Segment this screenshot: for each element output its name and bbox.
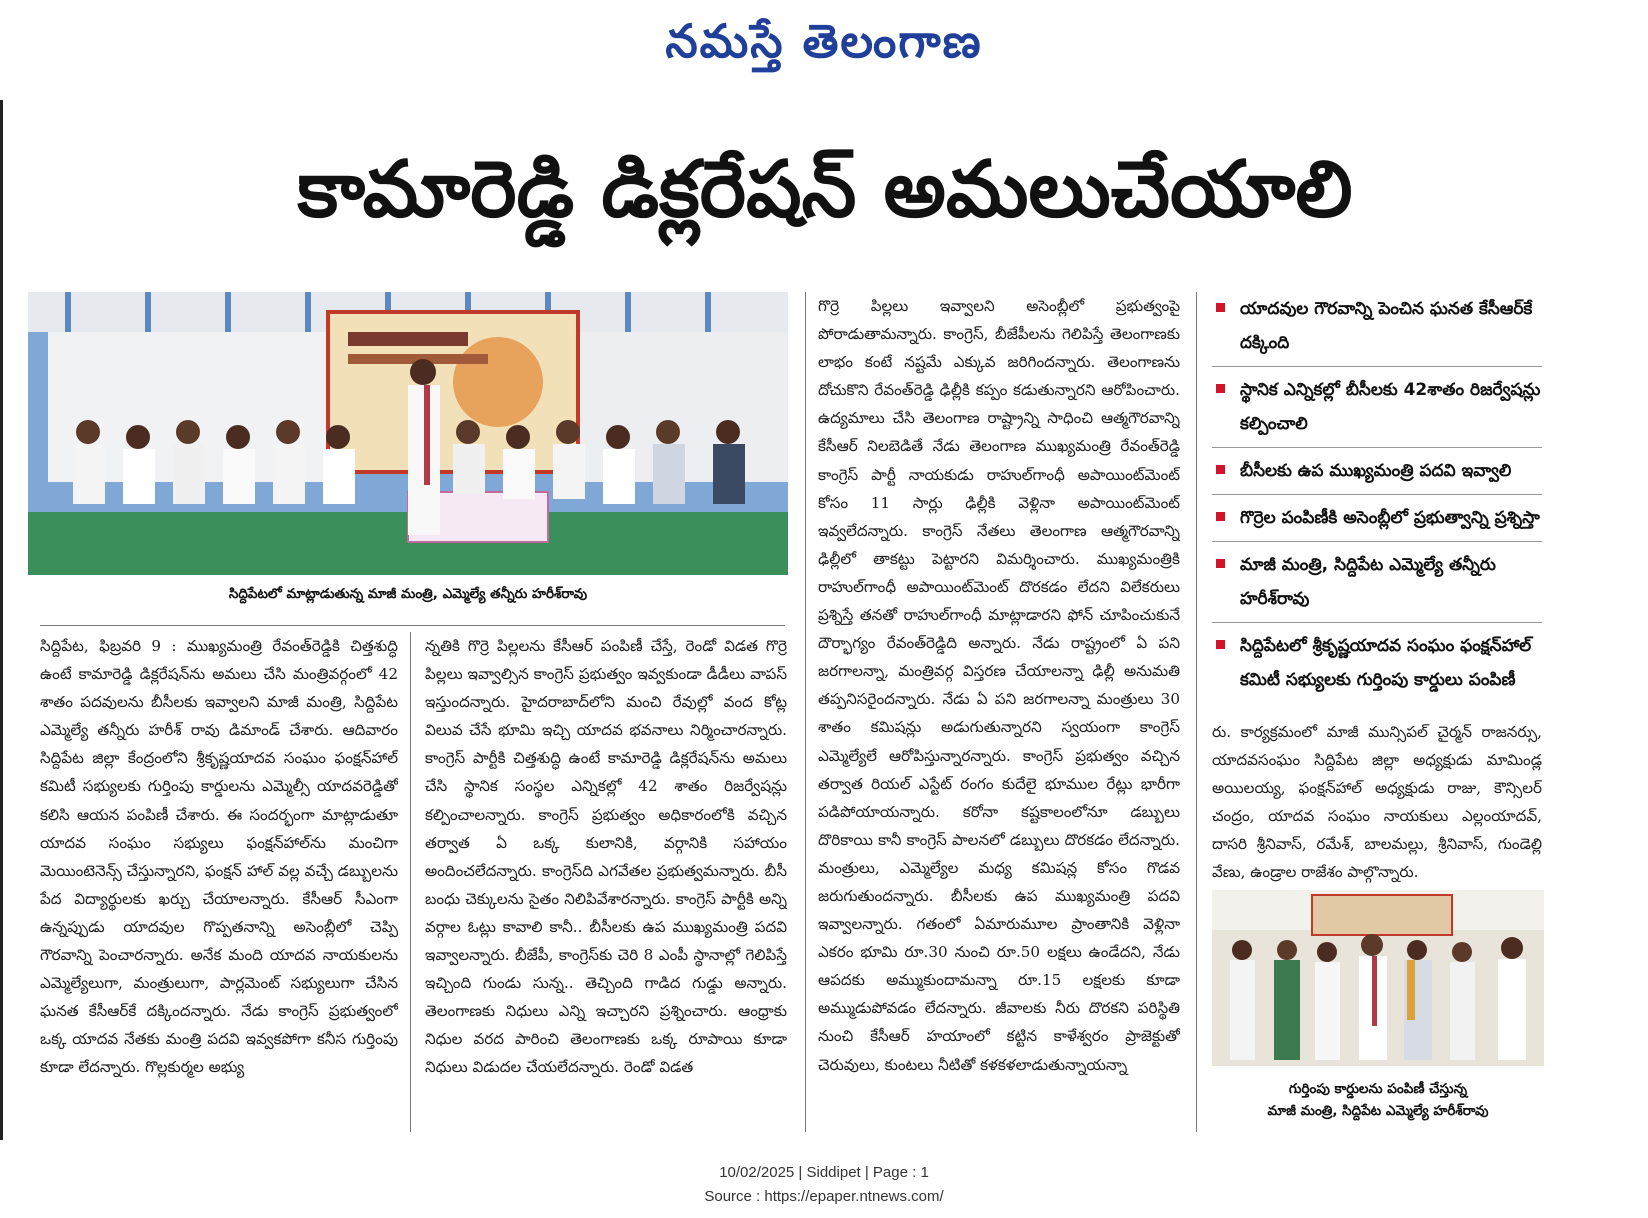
photo-divider xyxy=(40,625,785,626)
bullet-square-icon xyxy=(1216,512,1225,521)
photo2-caption-line1: గుర్తింపు కార్డులను పంపిణీ చేస్తున్న xyxy=(1288,1081,1468,1097)
bullet-square-icon xyxy=(1216,465,1225,474)
bullet-square-icon xyxy=(1216,384,1225,393)
article-column-4 xyxy=(1212,718,1542,888)
left-border-rule xyxy=(0,100,3,1140)
highlight-item: యాదవుల గౌరవాన్ని పెంచిన ఘనత కేసీఆర్‌కే దక్కింది xyxy=(1212,292,1542,367)
column-divider xyxy=(1196,292,1197,1132)
photo2-caption xyxy=(1212,1078,1544,1122)
article-headline: కామారెడ్డి డిక్లరేషన్ అమలుచేయాలి xyxy=(297,145,1353,235)
column-divider xyxy=(805,292,806,1132)
article-column-2 xyxy=(425,632,787,1132)
photo2-caption-line2: మాజీ మంత్రి, సిద్దిపేట ఎమ్మెల్యే హరీశ్‌రావు xyxy=(1267,1103,1489,1119)
highlight-item: మాజీ మంత్రి, సిద్దిపేట ఎమ్మెల్యే తన్నీరు హరీశ్‌రావు xyxy=(1212,548,1542,623)
bullet-square-icon xyxy=(1216,640,1225,649)
bullet-square-icon xyxy=(1216,303,1225,312)
highlight-item: స్థానిక ఎన్నికల్లో బీసీలకు 42శాతం రిజర్వేషన్లు కల్పించాలి xyxy=(1212,373,1542,448)
id-card-distribution-photo xyxy=(1212,890,1544,1066)
stage-event-photo xyxy=(28,292,788,575)
footer-date-line: 10/02/2025 | Siddipet | Page : 1 xyxy=(719,1164,929,1181)
highlights-box xyxy=(1212,292,1542,709)
article-column-1 xyxy=(40,632,398,1132)
column-2-text: న్నతికి గొర్రె పిల్లలను కేసీఆర్ పంపిణీ చేస్తే, రెండో విడత గొర్రె పిల్లలు ఇవ్వాల్సిన కాంగ్రెస్ ప్రభుత్వం ఇవ్వకుండా డీడీలు వాపస్ ఇస్తుందన్నారు. హైదరాబాద్‌లోని మంచి రేవుల్లో వంద కోట్ల విలువ చేసే భూమి ఇచ్చి యాదవ భవనాలు నిర్మించారన్నారు. కాంగ్రెస్ పార్టీకి చిత్తశుద్ధి ఉంటే కామారెడ్డి డిక్లరేషన్‌ను అమలు చేసి స్థానిక సంస్థల ఎన్నికల్లో 42 శాతం రిజర్వేషన్లు కల్పించాలన్నారు. కాంగ్రెస్ ప్రభుత్వం అధికారంలోకి వచ్చిన తర్వాత ఏ ఒక్క కులానికి, వర్గానికి సహాయం అందించలేదన్నారు. కాంగ్రెస్‌ది ఎగవేతల ప్రభుత్వమన్నారు. బీసీ బంధు చెక్కులను సైతం నిలిపివేశారన్నారు. కాంగ్రెస్ పార్టీకి అన్ని వర్గాల ఓట్లు కావాలి కానీ.. బీసీలకు ఉప ముఖ్యమంత్రి పదవి ఇవ్వాలన్నారు. బీజేపీ, కాంగ్రెస్‌కు చెరి 8 ఎంపీ స్థానాల్లో గెలిపిస్తే ఇచ్చింది గుండు సున్న.. తెచ్చింది గాడిద గుడ్డు అన్నారు. తెలంగాణకు నిధులు ఎన్ని ఇచ్చారని ప్రశ్నించారు. ఆంధ్రాకు నిధుల వరద పారించి తెలంగాణకు ఒక్క రూపాయి కూడా నిధులు విడుదల చేయలేదన్నారు. రెండో విడత xyxy=(425,637,787,1077)
column-divider xyxy=(410,632,411,1132)
highlight-item: గొర్రెల పంపిణీకి అసెంబ్లీలో ప్రభుత్వాన్ని ప్రశ్నిస్తా xyxy=(1212,501,1542,542)
column-1-text: సిద్దిపేట, ఫిబ్రవరి 9 : ముఖ్యమంత్రి రేవంత్‌రెడ్డికి చిత్తశుద్ధి ఉంటే కామారెడ్డి డిక్లరేషన్‌ను అమలు చేసి మంత్రివర్గంలో 42 శాతం పదవులను బీసీలకు ఇవ్వాలని మాజీ మంత్రి, సిద్దిపేట ఎమ్మెల్యే తన్నీరు హరీశ్ రావు డిమాండ్ చేశారు. ఆదివారం సిద్దిపేట జిల్లా కేంద్రంలోని శ్రీకృష్ణయాదవ సంఘం ఫంక్షన్‌హాల్ కమిటీ సభ్యులకు గుర్తింపు కార్డులను ఎమ్మెల్సీ యాదవరెడ్డితో కలిసి ఆయన పంపిణీ చేశారు. ఈ సందర్భంగా మాట్లాడుతూ యాదవ సంఘం సభ్యులు ఫంక్షన్‌హాల్‌ను మంచిగా మెయింటెనెన్స్ చేస్తున్నారని, ఫంక్షన్ హాల్ వల్ల వచ్చే డబ్బులను పేద విద్యార్థులకు ఖర్చు చేయాలన్నారు. కేసీఆర్ సీఎంగా ఉన్నప్పుడు యాదవుల గొప్పతనాన్ని అసెంబ్లీలో చెప్పి గౌరవాన్ని పెంచారన్నారు. అనేక మంది యాదవ నాయకులను ఎమ్మెల్యేలుగా, మంత్రులుగా, పార్లమెంట్ సభ్యులుగా చేసిన ఘనత కేసీఆర్‌కే దక్కిందన్నారు. నేడు కాంగ్రెస్ ప్రభుత్వంలో ఒక్క యాదవ నేతకు మంత్రి పదవి ఇవ్వకపోగా కనీస గుర్తింపు కూడా లేదన్నారు. గొల్లకుర్మల అభ్యు xyxy=(40,637,398,1077)
article-column-3 xyxy=(818,292,1180,1134)
column-3-text: గొర్రె పిల్లలు ఇవ్వాలని అసెంబ్లీలో ప్రభుత్వంపై పోరాడుతామన్నారు. కాంగ్రెస్, బీజేపీలను గెలిపిస్తే తెలంగాణకు లాభం కంటే నష్టమే ఎక్కువ జరిగిందన్నారు. తెలంగాణను దోచుకొని రేవంత్‌రెడ్డి ఢిల్లీకి కప్పం కడుతున్నారని ఆరోపించారు. ఉద్యమాలు చేసి తెలంగాణ రాష్ట్రాన్ని సాధించి ఆత్మగౌరవాన్ని కేసీఆర్ నిలబెడితే నేడు తెలంగాణ ముఖ్యమంత్రి రేవంత్‌రెడ్డి కాంగ్రెస్ పార్టీ నాయకుడు రాహుల్‌గాంధీ అపాయింట్‌మెంట్ కోసం 11 సార్లు ఢిల్లీకి వెళ్లినా అపాయింట్‌మెంట్ ఇవ్వలేదన్నారు. కాంగ్రెస్ నేతలు తెలంగాణ ఆత్మగౌరవాన్ని ఢిల్లీలో తాకట్టు పెట్టారని విమర్శించారు. ముఖ్యమంత్రికి రాహుల్‌గాంధీ అపాయింట్‌మెంట్ దొరకడం లేదని విలేకరులు ప్రశ్నిస్తే తనతో రాహుల్‌గాంధీ మాట్లాడారని ఫోన్ చూపించుకునే దౌర్భాగ్యం రేవంత్‌రెడ్డిది అన్నారు. నేడు రాష్ట్రంలో ఏ పని జరగాలన్నా, మంత్రివర్గ విస్తరణ చేయాలన్నా ఢిల్లీ అనుమతి తప్పనిసరైందన్నారు. నేడు ఏ పని జరగాలన్నా మంత్రులు 30 శాతం కమిషన్లు అడుగుతున్నారని స్వయంగా కాంగ్రెస్ ఎమ్మెల్యేలే ఆరోపిస్తున్నారన్నారు. కాంగ్రెస్ ప్రభుత్వం వచ్చిన తర్వాత రియల్ ఎస్టేట్ రంగం కుదేలై భూముల రేట్లు భారీగా పడిపోయాయన్నారు. కరోనా కష్టకాలంలోనూ డబ్బులు దొరికాయి కానీ కాంగ్రెస్ పాలనలో డబ్బులు దొరకడం లేదన్నారు. మంత్రులు, ఎమ్మెల్యేల మధ్య కమిషన్ల కోసం గొడవ జరుగుతుందన్నారు. బీసీలకు ఉప ముఖ్యమంత్రి పదవి ఇవ్వాలన్నారు. గతంలో ఏమారుమూల ప్రాంతానికి వెళ్లినా ఎకరం భూమి రూ.30 నుంచి రూ.50 లక్షలు ఉండేదని, నేడు ఆపదకు అమ్ముకుందామన్నా రూ.15 లక్షలకు కూడా అమ్ముడుపోవడం లేదన్నారు. జీవాలకు నీరు దొరకని పరిస్థితి నుంచి కేసీఆర్ హయాంలో కట్టిన కాళేశ్వరం ప్రాజెక్టుతో చెరువులు, కుంటలు నీటితో కళకళలాడుతున్నాయన్నా xyxy=(818,297,1180,1074)
photo1-caption: సిద్దిపేటలో మాట్లాడుతున్న మాజీ మంత్రి, ఎమ్మెల్యే తన్నీరు హరీశ్‌రావు xyxy=(228,586,588,602)
bullet-square-icon xyxy=(1216,559,1225,568)
column-4-text: రు. కార్యక్రమంలో మాజీ మున్సిపల్ చైర్మన్ రాజనర్సు, యాదవసంఘం సిద్దిపేట జిల్లా అధ్యక్షుడు మామిండ్ల అయిలయ్య, ఫంక్షన్‌హాల్ అధ్యక్షుడు రాజు, కౌన్సిలర్ చంద్రం, యాదవ సంఘం నాయకులు ఎల్లంయాదవ్, దాసరి శ్రీనివాస్, రమేశ్, బాలమల్లు, శ్రీనివాస్, గుండెల్లి వేణు, ఉండ్రాల రాజేశం పాల్గొన్నారు. xyxy=(1212,723,1542,882)
newspaper-masthead: నమస్తే తెలంగాణ xyxy=(665,14,983,68)
highlight-item: సిద్దిపేటలో శ్రీకృష్ణయాదవ సంఘం ఫంక్షన్‌హాల్ కమిటీ సభ్యులకు గుర్తింపు కార్డులు పంపిణీ xyxy=(1212,629,1542,703)
highlight-item: బీసీలకు ఉప ముఖ్యమంత్రి పదవి ఇవ్వాలి xyxy=(1212,454,1542,495)
footer-source-line: Source : https://epaper.ntnews.com/ xyxy=(704,1188,944,1205)
